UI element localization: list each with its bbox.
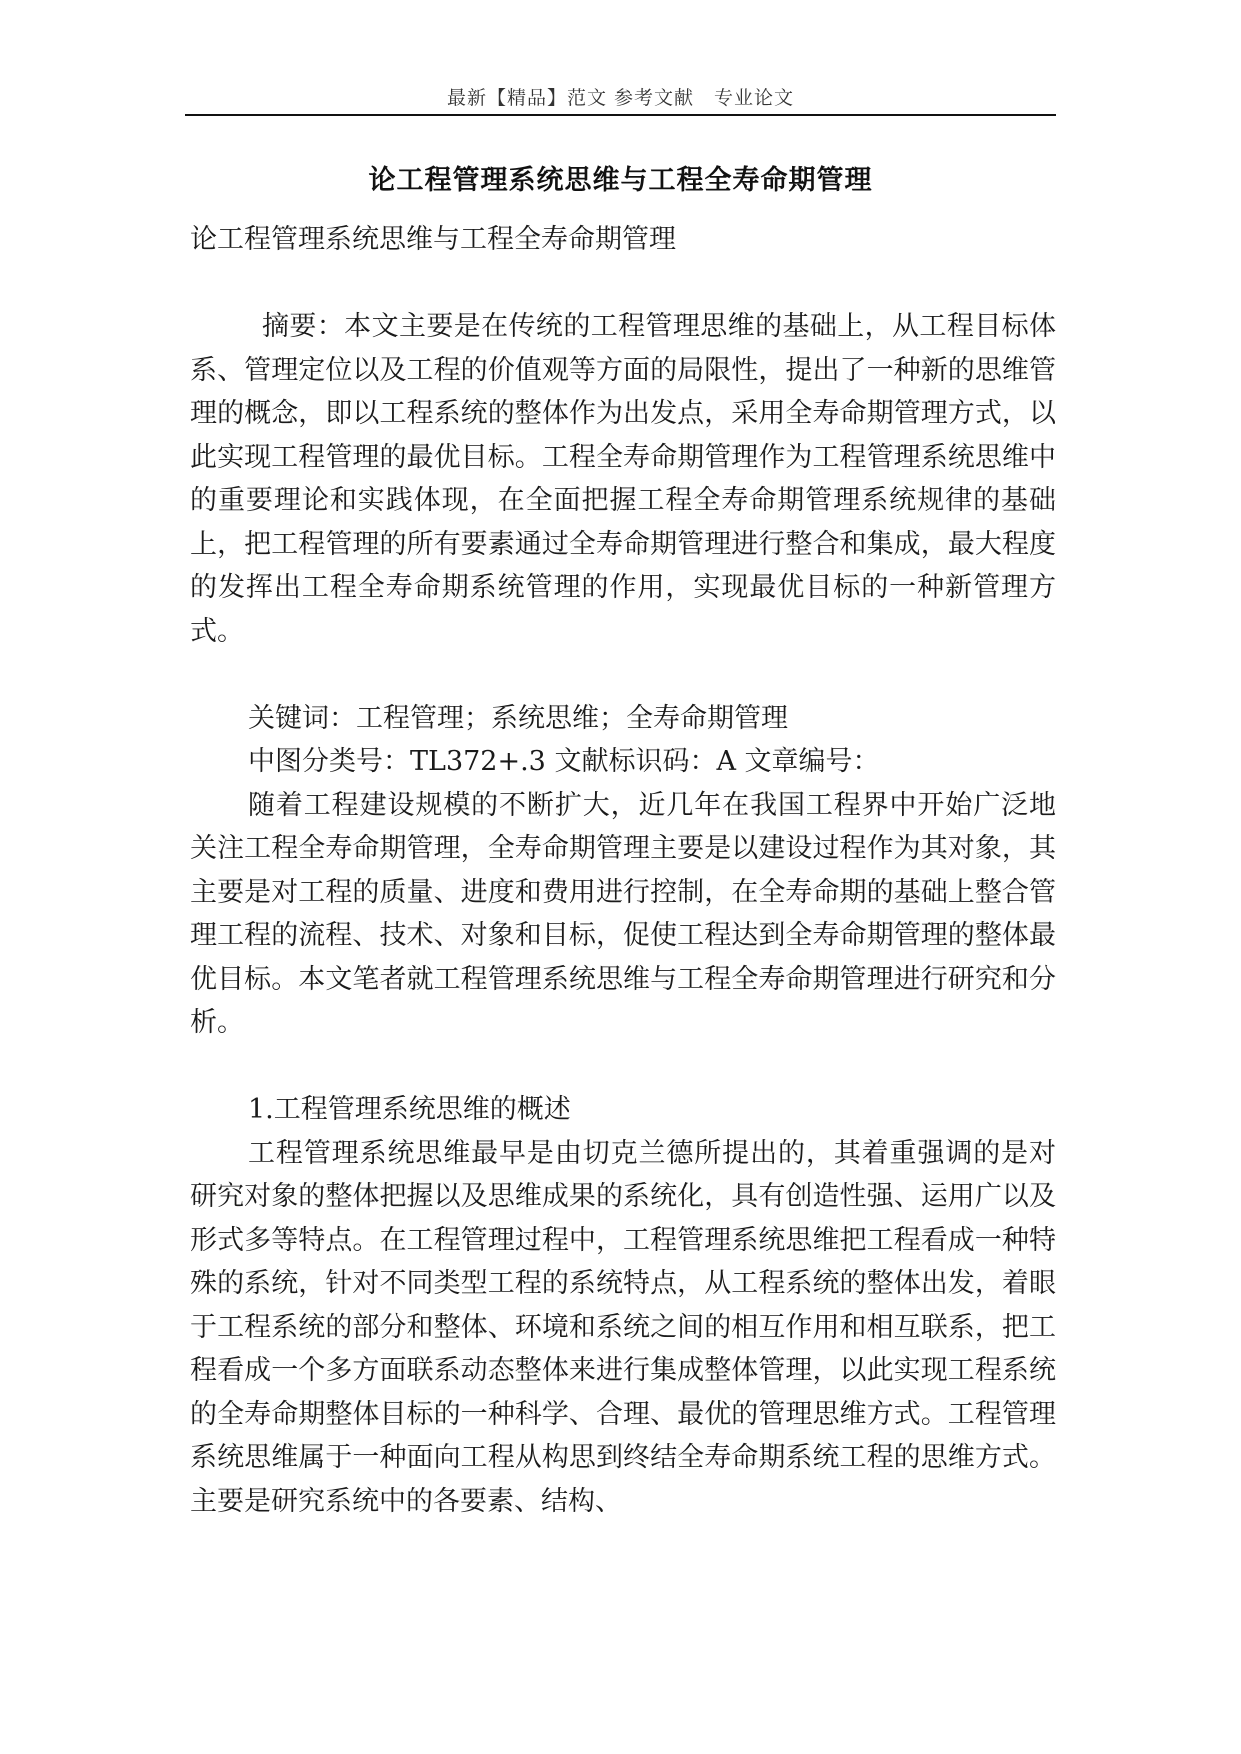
document-body [190, 218, 1056, 1523]
classification-line: 中图分类号：TL372+.3 文献标识码：A 文章编号： [248, 746, 880, 777]
header-rule [185, 114, 1056, 116]
abstract-paragraph: 摘要：本文主要是在传统的工程管理思维的基础上，从工程目标体系、管理定位以及工程的价值观等方面的局限性，提出了一种新的思维管理的概念，即以工程系统的整体作为出发点，采用全寿命期管理方式，以此实现工程管理的最优目标。工程全寿命期管理作为工程管理系统思维中的重要理论和实践体现，在全面把握工程全寿命期管理系统规律的基础上，把工程管理的所有要素通过全寿命期管理进行整合和集成，最大程度的发挥出工程全寿命期系统管理的作用，实现最优目标的一种新管理方式。 [190, 311, 1056, 647]
document-title: 论工程管理系统思维与工程全寿命期管理 [368, 165, 873, 196]
paragraph-gap [190, 262, 1056, 306]
section-heading: 1.工程管理系统思维的概述 [248, 1094, 571, 1125]
subtitle-line: 论工程管理系统思维与工程全寿命期管理 [190, 224, 676, 255]
running-header: 最新【精品】范文 参考文献 专业论文 [446, 87, 795, 109]
paragraph-gap [190, 1045, 1056, 1089]
paragraph-gap [190, 653, 1056, 697]
intro-paragraph: 随着工程建设规模的不断扩大，近几年在我国工程界中开始广泛地关注工程全寿命期管理，全寿命期管理主要是以建设过程作为其对象，其主要是对工程的质量、进度和费用进行控制，在全寿命期的基础上整合管理工程的流程、技术、对象和目标，促使工程达到全寿命期管理的整体最优目标。本文笔者就工程管理系统思维与工程全寿命期管理进行研究和分析。 [190, 789, 1056, 1038]
section-paragraph: 工程管理系统思维最早是由切克兰德所提出的，其着重强调的是对研究对象的整体把握以及思维成果的系统化，具有创造性强、运用广以及形式多等特点。在工程管理过程中，工程管理系统思维把工程看成一种特殊的系统，针对不同类型工程的系统特点，从工程系统的整体出发，着眼于工程系统的部分和整体、环境和系统之间的相互作用和相互联系，把工程看成一个多方面联系动态整体来进行集成整体管理，以此实现工程系统的全寿命期整体目标的一种科学、合理、最优的管理思维方式。工程管理系统思维属于一种面向工程从构思到终结全寿命期系统工程的思维方式。主要是研究系统中的各要素、结构、 [190, 1137, 1056, 1517]
keywords-line: 关键词：工程管理；系统思维；全寿命期管理 [248, 702, 788, 734]
